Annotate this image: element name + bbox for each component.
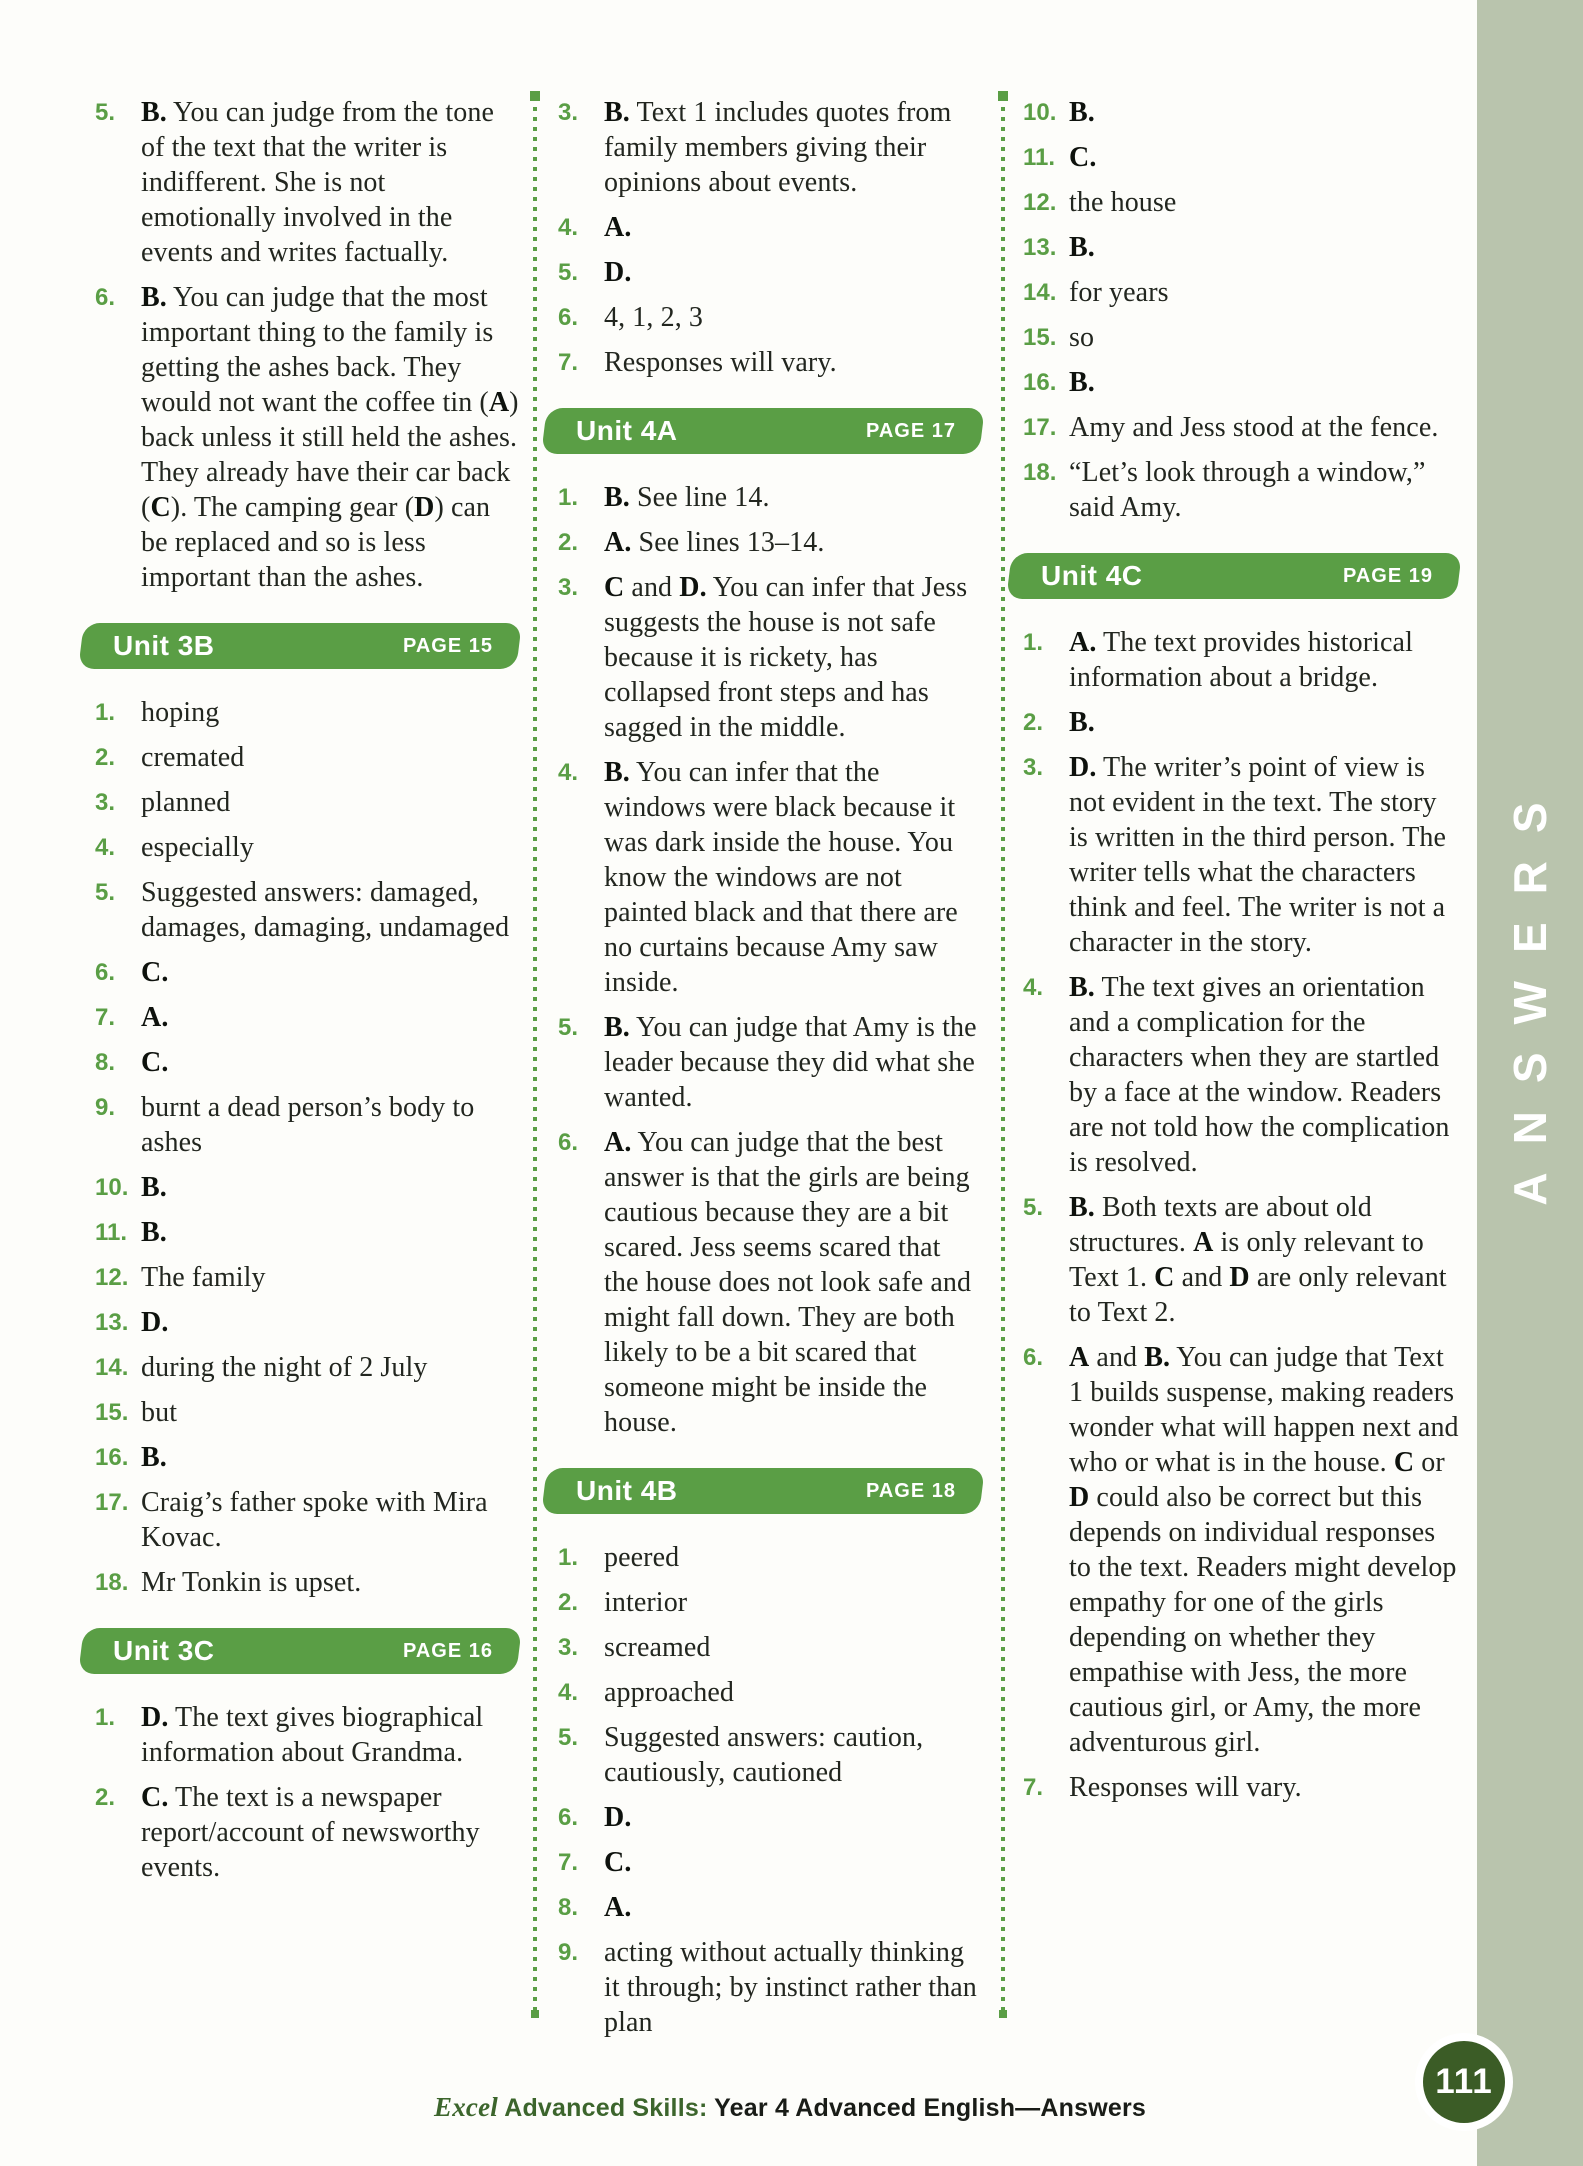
answer-text: A. You can judge that the best answer is that the girls are being cautious because they are a bit scared. Jess seems scared that the house does not look safe and might fall down. They are both likely to be a bit scared that someone might be inside the house. — [604, 1127, 972, 1438]
answer-item — [558, 570, 982, 745]
answer-number: 3. — [558, 1634, 579, 1661]
answer-number: 4. — [1023, 974, 1044, 1001]
answer-number: 1. — [1023, 629, 1044, 656]
answer-item — [558, 300, 982, 335]
answer-item — [95, 830, 519, 865]
answer-item — [95, 1485, 519, 1555]
answer-number: 7. — [1023, 1774, 1044, 1801]
unit-banner-page: PAGE 19 — [1343, 564, 1433, 587]
footer-series: Advanced Skills: — [497, 2094, 715, 2122]
answer-number: 12. — [1023, 189, 1057, 216]
answer-item — [1023, 970, 1459, 1180]
answer-item — [1023, 455, 1459, 525]
answer-item — [558, 210, 982, 245]
answer-number: 7. — [95, 1004, 116, 1031]
answer-text: D. — [141, 1307, 169, 1338]
answer-text: Craig’s father spoke with Mira Kovac. — [141, 1487, 488, 1553]
answer-text: A. — [604, 212, 632, 243]
footer-title: Year 4 Advanced English—Answers — [714, 2094, 1146, 2122]
answer-number: 1. — [558, 1544, 579, 1571]
answer-number: 2. — [95, 744, 116, 771]
answer-text: Mr Tonkin is upset. — [141, 1567, 362, 1598]
unit-banner-label: Unit 4C — [1041, 560, 1143, 591]
unit-banner-page: PAGE 17 — [866, 419, 956, 442]
unit-banner-page: PAGE 15 — [403, 634, 493, 657]
answer-text: B. You can judge from the tone of the text that the writer is indifferent. She is not emotionally involved in the events and writes factually. — [141, 97, 494, 268]
answer-item — [558, 755, 982, 1000]
answer-item — [95, 1395, 519, 1430]
answer-number: 16. — [95, 1444, 129, 1471]
answer-number: 14. — [1023, 279, 1057, 306]
answer-number: 18. — [1023, 459, 1057, 486]
answer-text: acting without actually thinking it through; by instinct rather than plan — [604, 1937, 977, 2038]
answer-item — [558, 1800, 982, 1835]
answer-text: during the night of 2 July — [141, 1352, 428, 1383]
answer-number: 13. — [1023, 234, 1057, 261]
answer-text: “Let’s look through a window,” said Amy. — [1069, 457, 1426, 523]
answer-item — [558, 1890, 982, 1925]
answer-number: 5. — [558, 1724, 579, 1751]
unit-banner — [541, 1468, 985, 1514]
unit-banner-inner — [81, 623, 519, 669]
answer-text: especially — [141, 832, 254, 863]
answer-item — [1023, 1190, 1459, 1330]
footer — [120, 2092, 1460, 2123]
answer-item — [1023, 750, 1459, 960]
answers-column-1 — [95, 95, 519, 1895]
answer-item — [1023, 275, 1459, 310]
answer-item — [95, 1565, 519, 1600]
answer-item — [558, 255, 982, 290]
answer-text: Responses will vary. — [604, 347, 837, 378]
answer-number: 6. — [95, 284, 116, 311]
answer-text: D. The writer’s point of view is not evident in the text. The story is written in the third person. The writer tells what the characters think and feel. The writer is not a character in the story. — [1069, 752, 1447, 958]
answer-item — [95, 1170, 519, 1205]
answer-item — [95, 1215, 519, 1250]
answer-item — [558, 525, 982, 560]
unit-banner — [1006, 553, 1462, 599]
answer-text: B. See line 14. — [604, 482, 770, 513]
answer-number: 5. — [95, 879, 116, 906]
answer-number: 3. — [558, 99, 579, 126]
answer-number: 8. — [558, 1894, 579, 1921]
answer-item — [558, 1630, 982, 1665]
unit-banner-page: PAGE 18 — [866, 1479, 956, 1502]
answer-item — [1023, 185, 1459, 220]
answers-side-strip — [1477, 0, 1583, 2166]
answer-number: 5. — [558, 259, 579, 286]
answer-number: 18. — [95, 1569, 129, 1596]
unit-banner-inner — [1009, 553, 1459, 599]
page-number-badge — [1423, 2041, 1505, 2123]
answer-item — [558, 1540, 982, 1575]
answer-number: 5. — [1023, 1194, 1044, 1221]
answer-item — [558, 1845, 982, 1880]
answer-item — [1023, 410, 1459, 445]
answer-item — [95, 1000, 519, 1035]
answer-item — [95, 695, 519, 730]
answer-item — [95, 95, 519, 270]
answer-item — [558, 1010, 982, 1115]
answer-number: 2. — [558, 529, 579, 556]
answer-number: 13. — [95, 1309, 129, 1336]
answer-text: A. See lines 13–14. — [604, 527, 825, 558]
answer-text: C and D. You can infer that Jess suggests the house is not safe because it is rickety, has collapsed front steps and has sagged in the middle. — [604, 572, 968, 743]
answer-item — [558, 1935, 982, 2040]
answer-number: 17. — [1023, 414, 1057, 441]
answer-item — [1023, 1770, 1459, 1805]
answer-text: B. — [1069, 97, 1095, 128]
answer-number: 1. — [95, 699, 116, 726]
answer-number: 4. — [95, 834, 116, 861]
answer-item — [1023, 1340, 1459, 1760]
answer-number: 4. — [558, 759, 579, 786]
unit-banner-inner — [544, 1468, 982, 1514]
answer-text: Suggested answers: caution, cautiously, cautioned — [604, 1722, 924, 1788]
answer-item — [95, 280, 519, 595]
answer-number: 11. — [95, 1219, 128, 1246]
answer-item — [95, 1700, 519, 1770]
answer-item — [1023, 95, 1459, 130]
answer-item — [1023, 705, 1459, 740]
unit-banner — [78, 1628, 522, 1674]
answer-item — [558, 1125, 982, 1440]
answer-text: hoping — [141, 697, 220, 728]
answers-column-3 — [1023, 95, 1459, 1815]
answers-column-2 — [558, 95, 982, 2050]
answer-item — [1023, 140, 1459, 175]
answer-text: D. — [604, 257, 632, 288]
answer-text: B. The text gives an orientation and a complication for the characters when they are startled by a face at the window. Readers are not told how the complication is resolved. — [1069, 972, 1450, 1178]
answer-text: B. You can judge that Amy is the leader because they did what she wanted. — [604, 1012, 977, 1113]
answer-number: 7. — [558, 349, 579, 376]
answer-item — [558, 1720, 982, 1790]
answer-text: cremated — [141, 742, 245, 773]
answer-text: Suggested answers: damaged, damages, damaging, undamaged — [141, 877, 510, 943]
answer-number: 4. — [558, 214, 579, 241]
answer-text: B. You can judge that the most important thing to the family is getting the ashes back. They would not want the coffee tin (A) back unless it still held the ashes. They already have their car back (C). The camping gear (D) can be replaced and so is less important than the ashes. — [141, 282, 519, 593]
answer-item — [95, 955, 519, 990]
answer-number: 11. — [1023, 144, 1056, 171]
answer-number: 3. — [558, 574, 579, 601]
answer-number: 5. — [95, 99, 116, 126]
answer-text: A. — [604, 1892, 632, 1923]
answer-text: the house — [1069, 187, 1177, 218]
answer-number: 2. — [558, 1589, 579, 1616]
unit-banner-page: PAGE 16 — [403, 1639, 493, 1662]
answer-text: C. — [141, 957, 169, 988]
answer-number: 6. — [558, 304, 579, 331]
answer-text: approached — [604, 1677, 735, 1708]
answer-item — [95, 1260, 519, 1295]
answer-text: B. You can infer that the windows were black because it was dark inside the house. You know the windows are not painted black and that there are no curtains because Amy saw inside. — [604, 757, 958, 998]
answer-text: B. Text 1 includes quotes from family members giving their opinions about events. — [604, 97, 952, 198]
unit-banner-label: Unit 3B — [113, 630, 215, 661]
answer-text: 4, 1, 2, 3 — [604, 302, 703, 333]
answer-number: 15. — [1023, 324, 1057, 351]
answer-number: 3. — [95, 789, 116, 816]
answer-text: B. — [1069, 707, 1095, 738]
answer-number: 10. — [95, 1174, 129, 1201]
answer-number: 6. — [558, 1129, 579, 1156]
answer-number: 9. — [558, 1939, 579, 1966]
answer-item — [1023, 320, 1459, 355]
answer-item — [95, 1440, 519, 1475]
answer-text: but — [141, 1397, 178, 1428]
answer-text: interior — [604, 1587, 688, 1618]
answer-number: 5. — [558, 1014, 579, 1041]
answer-item — [95, 875, 519, 945]
answer-text: burnt a dead person’s body to ashes — [141, 1092, 475, 1158]
unit-banner — [78, 623, 522, 669]
answer-text: C. The text is a newspaper report/account of newsworthy events. — [141, 1782, 480, 1883]
unit-banner — [541, 408, 985, 454]
answer-item — [558, 345, 982, 380]
answer-item — [558, 1675, 982, 1710]
answer-number: 6. — [558, 1804, 579, 1831]
answer-number: 2. — [1023, 709, 1044, 736]
answer-number: 15. — [95, 1399, 129, 1426]
answer-item — [95, 1305, 519, 1340]
answers-vertical-label: ANSWERS — [1504, 774, 1556, 1206]
answer-number: 17. — [95, 1489, 129, 1516]
answer-text: Responses will vary. — [1069, 1772, 1302, 1803]
answer-number: 2. — [95, 1784, 116, 1811]
answer-text: planned — [141, 787, 231, 818]
answer-number: 1. — [558, 484, 579, 511]
answer-text: C. — [1069, 142, 1097, 173]
answer-item — [95, 1045, 519, 1080]
answer-number: 8. — [95, 1049, 116, 1076]
answer-item — [95, 1350, 519, 1385]
answer-number: 3. — [1023, 754, 1044, 781]
answer-number: 4. — [558, 1679, 579, 1706]
answer-text: C. — [141, 1047, 169, 1078]
answer-text: C. — [604, 1847, 632, 1878]
answer-text: A. — [141, 1002, 169, 1033]
answer-item — [558, 480, 982, 515]
column-separator-2 — [1001, 97, 1005, 2012]
answer-item — [1023, 625, 1459, 695]
unit-banner-label: Unit 4B — [576, 1475, 678, 1506]
answer-item — [558, 1585, 982, 1620]
column-separator-1 — [533, 97, 537, 2012]
answer-text: B. — [141, 1442, 167, 1473]
answer-text: B. — [141, 1172, 167, 1203]
answer-number: 9. — [95, 1094, 116, 1121]
answer-number: 1. — [95, 1704, 116, 1731]
unit-banner-label: Unit 3C — [113, 1635, 215, 1666]
unit-banner-label: Unit 4A — [576, 415, 678, 446]
answer-number: 10. — [1023, 99, 1057, 126]
page-number: 111 — [1435, 2062, 1493, 2101]
answer-item — [1023, 230, 1459, 265]
answer-item — [95, 1780, 519, 1885]
answer-text: B. — [141, 1217, 167, 1248]
answer-number: 6. — [1023, 1344, 1044, 1371]
answer-text: D. The text gives biographical information about Grandma. — [141, 1702, 484, 1768]
answer-number: 7. — [558, 1849, 579, 1876]
answer-text: D. — [604, 1802, 632, 1833]
unit-banner-inner — [544, 408, 982, 454]
unit-banner-inner — [81, 1628, 519, 1674]
answer-text: Amy and Jess stood at the fence. — [1069, 412, 1439, 443]
answer-item — [558, 95, 982, 200]
answer-number: 16. — [1023, 369, 1057, 396]
answer-item — [95, 1090, 519, 1160]
answer-text: peered — [604, 1542, 680, 1573]
answer-text: B. — [1069, 367, 1095, 398]
answer-item — [95, 740, 519, 775]
answer-item — [95, 785, 519, 820]
answer-text: for years — [1069, 277, 1169, 308]
answer-text: A and B. You can judge that Text 1 builds suspense, making readers wonder what will happen next and who or what is in the house. C or D could also be correct but this depends on individual responses to the text. Readers might develop empathy for one of the girls depending on whether they empathise with Jess, the more cautious girl, or Amy, the more adventurous girl. — [1069, 1342, 1459, 1758]
answer-text: screamed — [604, 1632, 711, 1663]
answer-text: so — [1069, 322, 1095, 353]
footer-brand: Excel — [434, 2092, 498, 2122]
answer-number: 14. — [95, 1354, 129, 1381]
answer-number: 12. — [95, 1264, 129, 1291]
answer-item — [1023, 365, 1459, 400]
answer-text: The family — [141, 1262, 266, 1293]
answer-text: A. The text provides historical information about a bridge. — [1069, 627, 1413, 693]
answer-text: B. Both texts are about old structures. A is only relevant to Text 1. C and D are only relevant to Text 2. — [1069, 1192, 1447, 1328]
answer-number: 6. — [95, 959, 116, 986]
answer-text: B. — [1069, 232, 1095, 263]
